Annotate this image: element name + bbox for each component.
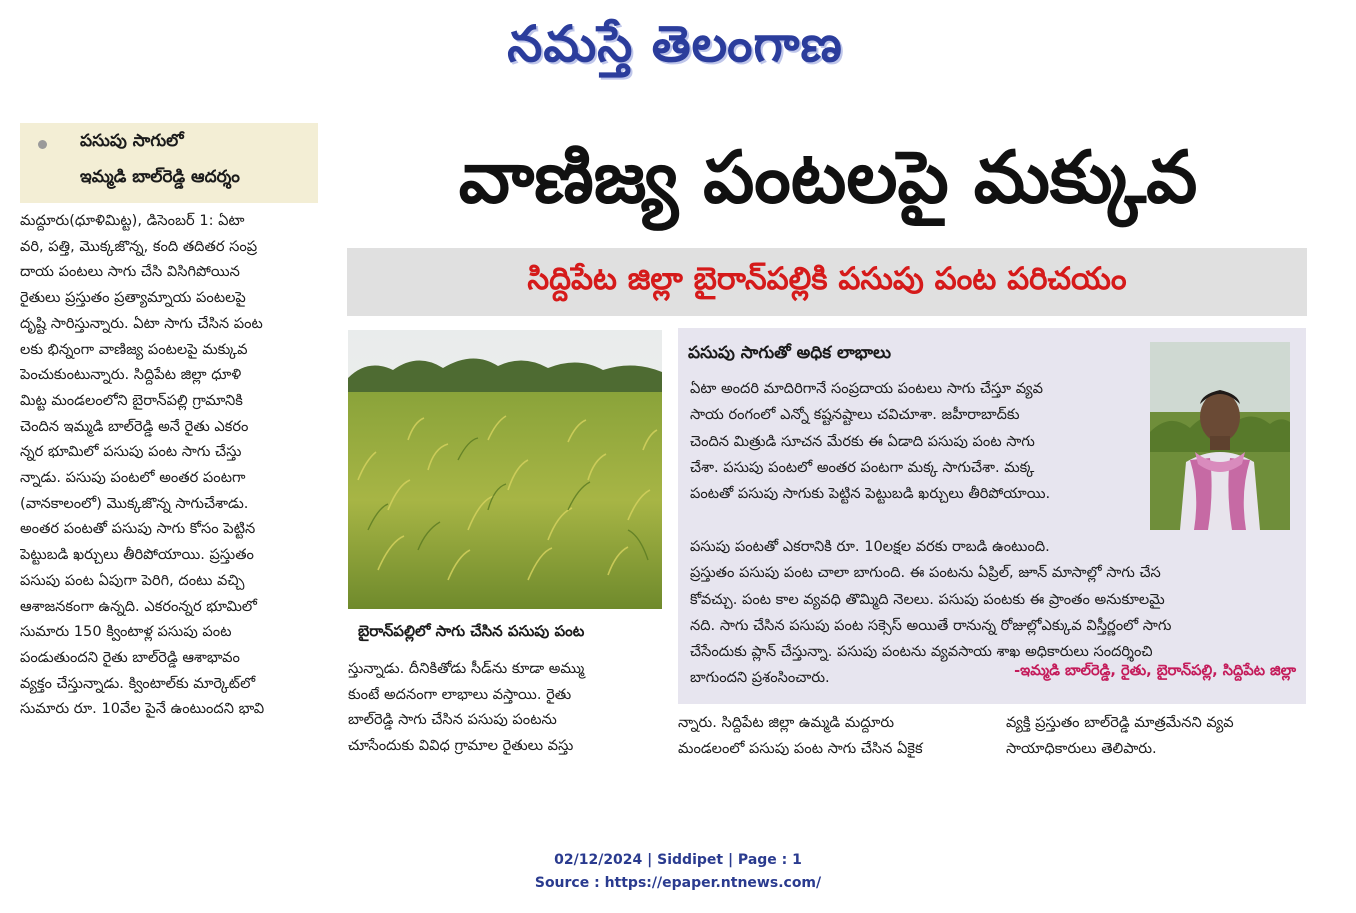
farmer-photo — [1150, 342, 1290, 530]
sidebox-text-upper — [690, 376, 1150, 507]
text-line: లకు భిన్నంగా వాణిజ్య పంటలపై మక్కువ — [20, 340, 248, 358]
photo-caption: బైరాన్‌పల్లిలో సాగు చేసిన పసుపు పంట — [358, 622, 585, 640]
teaser-line-1: పసుపు సాగులో — [80, 131, 184, 151]
text-line: మండలంలో పసుపు పంట సాగు చేసిన ఏకైక — [678, 739, 923, 757]
text-line: వరి, పత్తి, మొక్కజొన్న, కంది తదితర సంప్ర — [20, 237, 258, 255]
text-line: పండుతుందని రైతు బాల్‌రెడ్డి ఆశాభావం — [20, 648, 240, 666]
text-line: సుమారు 150 క్వింటాళ్ల పసుపు పంట — [20, 623, 232, 641]
text-line: నది. సాగు చేసిన పసుపు పంట సక్సెస్ అయితే రానున్న రోజుల్లోఎక్కువ విస్తీర్ణంలో సాగు — [690, 616, 1172, 634]
headline: వాణిజ్య పంటలపై మక్కువ — [458, 135, 1198, 219]
text-line: కుంటే అదనంగా లాభాలు వస్తాయి. రైతు — [348, 685, 572, 703]
text-line: చెందిన మిత్రుడి సూచన మేరకు ఈ ఏడాది పసుపు పంట సాగు — [690, 432, 1035, 450]
text-line: మద్దూరు(ధూళిమిట్ట), డిసెంబర్ 1: ఏటా — [20, 212, 245, 229]
text-line: పెంచుకుంటున్నారు. సిద్దిపేట జిల్లా ధూళి — [20, 366, 242, 384]
text-line: న్నాడు. పసుపు పంటలో అంతర పంటగా — [20, 469, 246, 487]
footer-date-page: 02/12/2024 | Siddipet | Page : 1 — [554, 852, 802, 868]
text-line: కోవచ్చు. పంట కాల వ్యవధి తొమ్మిది నెలలు. పసుపు పంటకు ఈ ప్రాంతం అనుకూలమై — [690, 590, 1165, 608]
text-line: న్నారు. సిద్దిపేట జిల్లా ఉమ్మడి మద్దూరు — [678, 714, 895, 731]
masthead-logo: నమస్తే తెలంగాణ — [507, 14, 843, 73]
turmeric-field-photo — [348, 330, 662, 609]
article-column-1 — [20, 208, 322, 722]
text-line: దాయ పంటలు సాగు చేసి విసిగిపోయిన — [20, 263, 240, 281]
text-line: పెట్టుబడి ఖర్చులు తీరిపోయాయి. ప్రస్తుతం — [20, 546, 254, 564]
article-column-2 — [348, 656, 654, 759]
text-line: బాల్‌రెడ్డి సాగు చేసిన పసుపు పంటను — [348, 711, 557, 729]
text-line: పసుపు పంట ఏపుగా పెరిగి, దంటు వచ్చి — [20, 571, 245, 589]
text-line: చెందిన ఇమ్మడి బాల్‌రెడ్డి అనే రైతు ఎకరం — [20, 417, 249, 435]
text-line: (వానకాలంలో) మొక్కజొన్న సాగుచేశాడు. — [20, 494, 249, 512]
subheadline-band — [347, 248, 1307, 316]
text-line: చేశా. పసుపు పంటలో అంతర పంటగా మక్క సాగుచేశా. మక్క — [690, 458, 1035, 476]
text-line: సాయ రంగంలో ఎన్నో కష్టనష్టాలు చవిచూశా. జహీరాబాద్‌కు — [690, 406, 1020, 424]
text-line: పంటతో పసుపు సాగుకు పెట్టిన పెట్టుబడి ఖర్చులు తీరిపోయాయి. — [690, 485, 1051, 503]
text-line: ఏటా అందరి మాదిరిగానే సంప్రదాయ పంటలు సాగు చేస్తూ వ్యవ — [690, 380, 1043, 397]
text-line: పసుపు పంటతో ఎకరానికి రూ. 10లక్షల వరకు రాబడి ఉంటుంది. — [690, 538, 1050, 555]
text-line: న్నర భూమిలో పసుపు పంట సాగు చేస్తు — [20, 443, 242, 461]
bullet-icon — [38, 140, 47, 149]
text-line: దృష్టి సారిస్తున్నారు. ఏటా సాగు చేసిన పంట — [20, 314, 263, 332]
text-line: రైతులు ప్రస్తుతం ప్రత్యామ్నాయ పంటలపై — [20, 289, 246, 307]
text-line: చూసేందుకు వివిధ గ్రామాల రైతులు వస్తు — [348, 737, 574, 755]
article-column-4 — [1006, 710, 1311, 761]
text-line: సుమారు రూ. 10వేల పైనే ఉంటుందని భావి — [20, 700, 265, 718]
quote-credit: -ఇమ్మడి బాల్‌రెడ్డి, రైతు, బైరాన్‌పల్లి, సిద్దిపేట జిల్లా — [1014, 662, 1296, 679]
text-line: వ్యక్తి ప్రస్తుతం బాల్‌రెడ్డి మాత్రమేనని వ్యవ — [1006, 714, 1234, 731]
text-line: స్తున్నాడు. దీనికితోడు సీడ్‌ను కూడా అమ్ము — [348, 660, 585, 677]
teaser-box — [20, 123, 318, 203]
subheadline: సిద్దిపేట జిల్లా బైరాన్‌పల్లికి పసుపు పంట పరిచయం — [527, 260, 1127, 297]
text-line: వ్యక్తం చేస్తున్నాడు. క్వింటాల్‌కు మార్కెట్‌లో — [20, 674, 256, 692]
text-line: ఆశాజనకంగా ఉన్నది. ఎకరంన్నర భూమిలో — [20, 597, 257, 615]
text-line: ప్రస్తుతం పసుపు పంట చాలా బాగుంది. ఈ పంటను ఏప్రిల్, జూన్ మాసాల్లో సాగు చేస — [690, 564, 1161, 582]
text-line: చేసేందుకు ప్లాన్ చేస్తున్నా. పసుపు పంటను వ్యవసాయ శాఖ అధికారులు సందర్శించి — [690, 643, 1153, 661]
text-line: సాయాధికారులు తెలిపారు. — [1006, 739, 1157, 757]
text-line: బాగుందని ప్రశంసించారు. — [690, 669, 830, 687]
article-column-3 — [678, 710, 983, 761]
text-line: మిట్ట మండలంలోని బైరాన్‌పల్లి గ్రామానికి — [20, 391, 243, 409]
text-line: అంతర పంటతో పసుపు సాగు కోసం పెట్టిన — [20, 520, 256, 538]
footer-source-link[interactable]: Source : https://epaper.ntnews.com/ — [534, 875, 822, 891]
sidebox-title: పసుపు సాగుతో అధిక లాభాలు — [688, 343, 891, 363]
teaser-line-2: ఇమ్మడి బాల్‌రెడ్డి ఆదర్శం — [80, 167, 240, 187]
